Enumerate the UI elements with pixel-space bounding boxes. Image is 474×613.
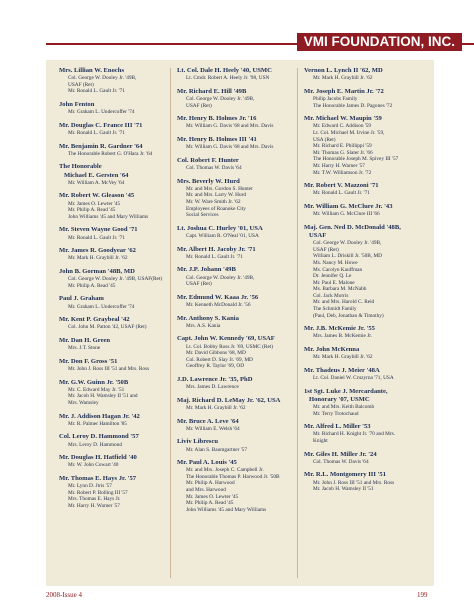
honoree-entry — [59, 268, 177, 289]
honoree-name: Mr. James R. Goodyear '62 — [59, 247, 136, 255]
donor-line: Lt. Col. Bobby Ross Jr. '69, USMC (Ret) — [186, 343, 274, 350]
honoree-entry — [177, 246, 295, 261]
honoree-name: Mr. Richard E. Hill '49B — [177, 87, 247, 95]
donor-line: Mr. Richard E. Phillippi '59 — [313, 143, 372, 150]
donor-line: Col. Robert D. Slay Jr. '69, MD — [186, 356, 253, 363]
honoree-name: Mr. Thadeus J. Meier '48A — [304, 366, 380, 374]
honoree-entry — [59, 101, 177, 116]
donor-line: Mr. and Mrs. Keith Balcomb — [313, 404, 375, 411]
donor-line: John Williams '45 and Mary Williams — [68, 213, 149, 220]
donor-line: USAF (Ret) — [186, 102, 212, 109]
donor-line: The Honorable James D. Pagones '72 — [313, 102, 393, 109]
donor-line: The Honorable Joseph M. Spivey III '57 — [313, 156, 399, 163]
donor-line: Mr. William E. Welsh '64 — [186, 425, 240, 432]
honoree-name: Mr. Paul A. Louis '45 — [177, 459, 237, 467]
donor-line: The Honorable Thomas P. Harwood Jr. '50B — [186, 473, 280, 480]
banner-title: VMI FOUNDATION, INC. — [297, 33, 462, 51]
honoree-entry — [304, 67, 422, 82]
honoree-name: Mr. Thomas E. Hays Jr. '57 — [59, 474, 137, 482]
donor-line: Mr. Philip A. Read '45 — [68, 207, 116, 214]
honoree-entry — [59, 226, 177, 241]
honoree-entry — [59, 413, 177, 428]
donor-line: Mr. R. Palmer Hamilton '85 — [68, 420, 127, 427]
honoree-name: Paul J. Graham — [59, 295, 104, 303]
honoree-name: John B. Gorman '48B, MD — [59, 267, 135, 275]
donor-line: Mrs. Wamsley — [68, 399, 99, 406]
donor-list-panel — [46, 60, 434, 586]
honoree-entry — [304, 367, 422, 382]
honoree-entry — [59, 379, 177, 407]
donor-line: Mr. and Mrs. Joseph C. Campbell Jr. — [186, 467, 264, 474]
honoree-name: Mr. Kent P. Graybeal '42 — [59, 316, 130, 324]
honoree-entry — [177, 397, 295, 412]
honoree-name: Mr. William G. McClure Jr. '43 — [304, 202, 393, 210]
donor-line: Mrs. J.T. Stone — [68, 345, 101, 352]
donor-line: The Honorable Robert G. O'Hara Jr. '64 — [68, 150, 153, 157]
honoree-name: Mr. G.W. Guinn Jr. '50B — [59, 378, 129, 386]
honoree-name: Mrs. Lillian W. Enochs — [59, 67, 125, 74]
honoree-entry — [59, 67, 177, 95]
donor-line: Mr. Richard H. Knight Jr. '70 and Mrs. — [313, 431, 396, 438]
donor-line: Mrs. Leroy D. Hammond — [68, 441, 122, 448]
page-number: 199 — [417, 591, 428, 599]
donor-line: Lt. Cmdr. Robert A. Heely Jr. '98, USN — [186, 75, 270, 82]
donor-line: Mr. John J. Ross III '51 and Mrs. Ross — [313, 479, 395, 486]
honoree-name: Mr. R.L. Montgomery III '51 — [304, 471, 386, 479]
donor-line: Mr. Ronald L. Gault Jr. '71 — [68, 88, 125, 95]
donor-line: Mr. Mark H. Graybill Jr. '62 — [186, 404, 246, 411]
donor-line: Col. George W. Dooley Jr. '49B, USAF(Ret) — [68, 276, 163, 283]
honoree-entry — [177, 335, 295, 370]
honoree-name: Liviv Librescu — [177, 438, 219, 446]
honoree-entry — [59, 316, 177, 331]
donor-line: Mr. James O. Lewter '45 — [68, 200, 121, 207]
donor-line: Mr. John J. Ross III '51 and Mrs. Ross — [68, 365, 150, 372]
honoree-name: Lt. Col. Dale H. Heely '40, USMC — [177, 67, 272, 74]
honoree-entry — [177, 178, 295, 219]
donor-line: Mr. William G. Davis '68 and Mrs. Davis — [186, 123, 274, 130]
honoree-name: Capt. John W. Kennedy '69, USAF — [177, 335, 275, 343]
donor-line: Col. Thomas W. Davis '64 — [186, 164, 242, 171]
honoree-name: Mr. Bruce A. Leve '64 — [177, 417, 239, 425]
honoree-entry — [59, 433, 177, 448]
donor-line: Mr. James O. Lewter '45 — [186, 493, 239, 500]
donor-line: Mr. William G. McClure III '66 — [313, 211, 380, 218]
donor-line: Col. George W. Dooley Jr. '49B, — [68, 75, 137, 82]
honoree-name: Mr. Douglas H. Hatfield '40 — [59, 454, 137, 462]
honoree-name: Mr. Dan H. Green — [59, 336, 111, 344]
donor-line: Mrs. Thomas E. Hays Jr. — [68, 496, 121, 503]
honoree-entry — [304, 88, 422, 109]
donor-line: Mr. Thomas G. Slater Jr. '66 — [313, 149, 373, 156]
donor-line: Mr. Philip A. Read '45 — [68, 282, 116, 289]
honoree-name: Mr. Douglas C. France III '71 — [59, 121, 143, 129]
honoree-entry — [177, 266, 295, 287]
honoree-entry — [177, 225, 295, 240]
donor-line: Mr. T.W. Williamson Jr. '72 — [313, 169, 372, 176]
donor-line: Mr. and Mrs. Gordon S. Hunter — [186, 185, 253, 192]
donor-line: Mr. Ronald L. Gault Jr. '71 — [186, 253, 243, 260]
honoree-name: Mr. Henry B. Holmes Jr. '16 — [177, 115, 257, 123]
honoree-name: Mr. J. Addison Hagan Jr. '42 — [59, 412, 140, 420]
honoree-entry — [177, 315, 295, 330]
honoree-name: Mr. Don F. Gross '51 — [59, 357, 118, 365]
honoree-name: Mr. J.B. McKemie Jr. '55 — [304, 325, 375, 333]
donor-line: Col. Jack Morris — [313, 292, 349, 299]
donor-line: Philip Jacobs Family — [313, 96, 358, 102]
honoree-entry — [177, 376, 295, 391]
honoree-entry — [304, 182, 422, 197]
honoree-name: The Honorable — [59, 163, 102, 171]
donor-line: Mr. C. Edward May Jr. '51 — [68, 386, 125, 393]
honoree-entry — [59, 163, 177, 186]
donor-line: Col. Thomas W. Davis '64 — [313, 458, 369, 465]
honoree-entry — [59, 454, 177, 469]
honoree-name: Mr. Robert W. Gleason '45 — [59, 192, 135, 200]
donor-line: Mr. Ronald L. Gault Jr. '71 — [68, 129, 125, 136]
donor-line: Social Services — [186, 212, 219, 219]
donor-line: Mr. Graham L. Undercoffer '74 — [68, 303, 135, 310]
donor-line: Mr. Harry H. Warner '57 — [313, 162, 365, 169]
donor-line: Dr. Jennifer Q. Le — [313, 273, 352, 280]
donor-line: Mr. Robert P. Bolling III '57 — [68, 489, 128, 496]
honoree-entry — [304, 346, 422, 361]
honoree-name: Vernon L. Lynch II '62, MD — [304, 67, 383, 74]
donor-line: Mrs. James D. Lawrence — [186, 384, 239, 391]
donor-line: Col. George W. Dooley Jr. '49B, — [186, 274, 255, 281]
donor-line: Mr. Harry H. Warner '57 — [68, 502, 120, 509]
donor-line: Mr. Philip A. Read '45 — [186, 500, 234, 507]
honoree-name: Mr. Robert V. Mazzoni '71 — [304, 182, 379, 190]
donor-line: Mr. Graham L. Undercoffer '74 — [68, 109, 135, 116]
donor-line: Mrs. A.S. Kania — [186, 322, 221, 329]
honoree-name: Mr. Giles H. Miller Jr. '24 — [304, 450, 377, 458]
foundation-banner — [46, 31, 474, 53]
donor-line: Mr. Lynn D. Jtris '57 — [68, 483, 112, 490]
honoree-entry — [304, 325, 422, 340]
honoree-entry — [59, 143, 177, 158]
honoree-name: John Fenton — [59, 100, 95, 108]
column-divider — [297, 68, 298, 578]
donor-line: Mr. Mark H. Graybill Jr. '62 — [313, 354, 373, 361]
donor-line: Mr. Ronald L. Gault Jr. '71 — [313, 190, 370, 197]
donor-column-3 — [304, 67, 422, 499]
honoree-name-continued: USAF — [309, 231, 327, 239]
honoree-name: Mr. John McKenna — [304, 346, 360, 354]
honoree-name: Maj. Gen. Ned D. McDonald '48B, — [304, 223, 401, 231]
donor-line: Mr. and Mrs. Larry W. Hurd — [186, 192, 247, 199]
honoree-name: Maj. Richard D. LeMay Jr. '62, USA — [177, 396, 281, 404]
donor-line: Ms. Nancy M. Howe — [313, 259, 358, 266]
donor-line: Mr. W. John Cowart '40 — [68, 462, 119, 469]
honoree-name: Mr. Edmund W. Kaaa Jr. '56 — [177, 293, 259, 301]
honoree-entry — [304, 224, 422, 320]
honoree-entry — [177, 459, 295, 513]
honoree-name: J.D. Lawrence Jr. '35, PhD — [177, 375, 253, 383]
honoree-entry — [177, 438, 295, 453]
donor-column-2 — [177, 67, 295, 519]
donor-line: and Mrs. Harwood — [186, 487, 226, 494]
honoree-name: Lt. Joshua C. Hurley '01, USA — [177, 224, 263, 232]
honoree-name: Mr. Joseph E. Martin Jr. '72 — [304, 87, 384, 95]
donor-line: Mr. Mark H. Graybill Jr. '62 — [68, 255, 128, 262]
donor-line: Mr. Kenneth McDonald Jr. '56 — [186, 301, 251, 308]
honoree-name: Mr. Benjamin R. Gardner '64 — [59, 142, 143, 150]
honoree-name: Mr. J.P. Johann '49B — [177, 266, 236, 274]
donor-line: Mrs. James B. McKemie Jr. — [313, 333, 372, 340]
donor-line: Mr. Alan S. Baumgartner '57 — [186, 446, 247, 453]
donor-line: Geoffrey R. Taylor '69, OD — [186, 363, 245, 370]
honoree-entry — [59, 475, 177, 510]
honoree-name: Mr. Henry B. Holmes III '41 — [177, 135, 257, 143]
donor-column-1 — [59, 67, 177, 515]
honoree-name: Mr. Steven Wayne Good '71 — [59, 226, 138, 234]
donor-line: John Williams '45 and Mary Williams — [186, 506, 267, 513]
honoree-name: Mrs. Beverly W. Hurd — [177, 177, 240, 185]
donor-line: USAF (Ret) — [186, 281, 212, 288]
honoree-entry — [177, 136, 295, 151]
donor-line: Mr. William A. McVey '64 — [68, 179, 125, 186]
donor-line: Mr. Edward C. Addison '59 — [313, 123, 372, 130]
donor-line: Ms. Barbara M. McNabb — [313, 286, 367, 293]
honoree-entry — [59, 295, 177, 310]
donor-line: USAF (Ret) — [313, 246, 339, 253]
donor-line: Mr. W. Ware Smith Jr. '62 — [186, 198, 241, 205]
honoree-name: 1st Sgt. Luke J. Mercardante, — [304, 387, 388, 395]
honoree-name-continued: Honorary '07, USMC — [309, 395, 370, 403]
donor-line: Mr. Terry Trotochaud — [313, 410, 359, 417]
donor-line: William L. Driskill Jr. '50B, MD — [313, 253, 383, 260]
donor-line: Mr. William G. Davis '68 and Mrs. Davis — [186, 144, 274, 151]
donor-line: Mr. Paul E. Malone — [313, 279, 355, 286]
donor-line: Mr. Philip A. Harwood — [186, 480, 235, 487]
donor-line: Mr. David Gibbons '68, MD — [186, 350, 246, 357]
issue-label: 2008-Issue 4 — [46, 591, 82, 599]
honoree-name: Mr. Anthony S. Kania — [177, 314, 239, 322]
honoree-entry — [177, 157, 295, 172]
honoree-entry — [59, 192, 177, 220]
honoree-entry — [59, 122, 177, 137]
donor-line: Lt. Col. Daniel W. Cruzyrna '71, USA — [313, 375, 394, 382]
donor-line: Mr. Mark H. Graybill Jr. '62 — [313, 75, 373, 82]
donor-line: (Paul, Deb, Jonathan & Timothy) — [313, 312, 384, 319]
donor-line: Col. George W. Dooley Jr. '49B, — [186, 96, 255, 102]
donor-line: Mr. and Mrs. Harold C. Reid — [313, 299, 375, 306]
honoree-entry — [177, 67, 295, 82]
honoree-name: Mr. Albert H. Jacoby Jr. '71 — [177, 245, 256, 253]
honoree-entry — [304, 423, 422, 444]
donor-line: Knight — [313, 438, 328, 445]
donor-line: Employees of Roanoke City — [186, 205, 246, 212]
honoree-entry — [304, 203, 422, 218]
honoree-entry — [177, 418, 295, 433]
honoree-entry — [59, 337, 177, 352]
honoree-entry — [177, 115, 295, 130]
honoree-entry — [304, 451, 422, 466]
honoree-entry — [177, 88, 295, 109]
honoree-entry — [177, 294, 295, 309]
donor-line: Ms. Carolyn Kauffman — [313, 266, 363, 273]
honoree-name: Mr. Alfred L. Miller '53 — [304, 423, 371, 431]
donor-line: Mr. Jacob H. Wamsley II '51 — [313, 486, 374, 493]
donor-line: Lt. Col. Michael M. Irvine Jr. '59, — [313, 129, 385, 136]
donor-line: Col. John M. Patton '42, USAF (Ret) — [68, 324, 147, 331]
honoree-name-continued: Michael E. Gersten '64 — [64, 171, 129, 179]
donor-line: USAF (Ret) — [68, 81, 94, 88]
honoree-entry — [59, 247, 177, 262]
donor-line: The Schmidt Family — [313, 306, 357, 313]
honoree-entry — [304, 471, 422, 492]
honoree-entry — [304, 388, 422, 418]
donor-line: Col. George W. Dooley Jr. '49B, — [313, 240, 382, 247]
donor-line: USA (Ret) — [313, 136, 336, 143]
donor-line: Mr. Jacob H. Wamsley II '51 and — [68, 393, 138, 400]
honoree-name: Col. Leroy D. Hammond '57 — [59, 433, 139, 441]
donor-line: Capt. William R. O'Neal '01, USA — [186, 232, 259, 239]
honoree-entry — [59, 358, 177, 373]
honoree-name: Col. Robert F. Hunter — [177, 156, 239, 164]
donor-line: Mr. Ronald L. Gault Jr. '71 — [68, 234, 125, 241]
honoree-entry — [304, 115, 422, 176]
honoree-name: Mr. Michael W. Maupin '59 — [304, 115, 382, 123]
